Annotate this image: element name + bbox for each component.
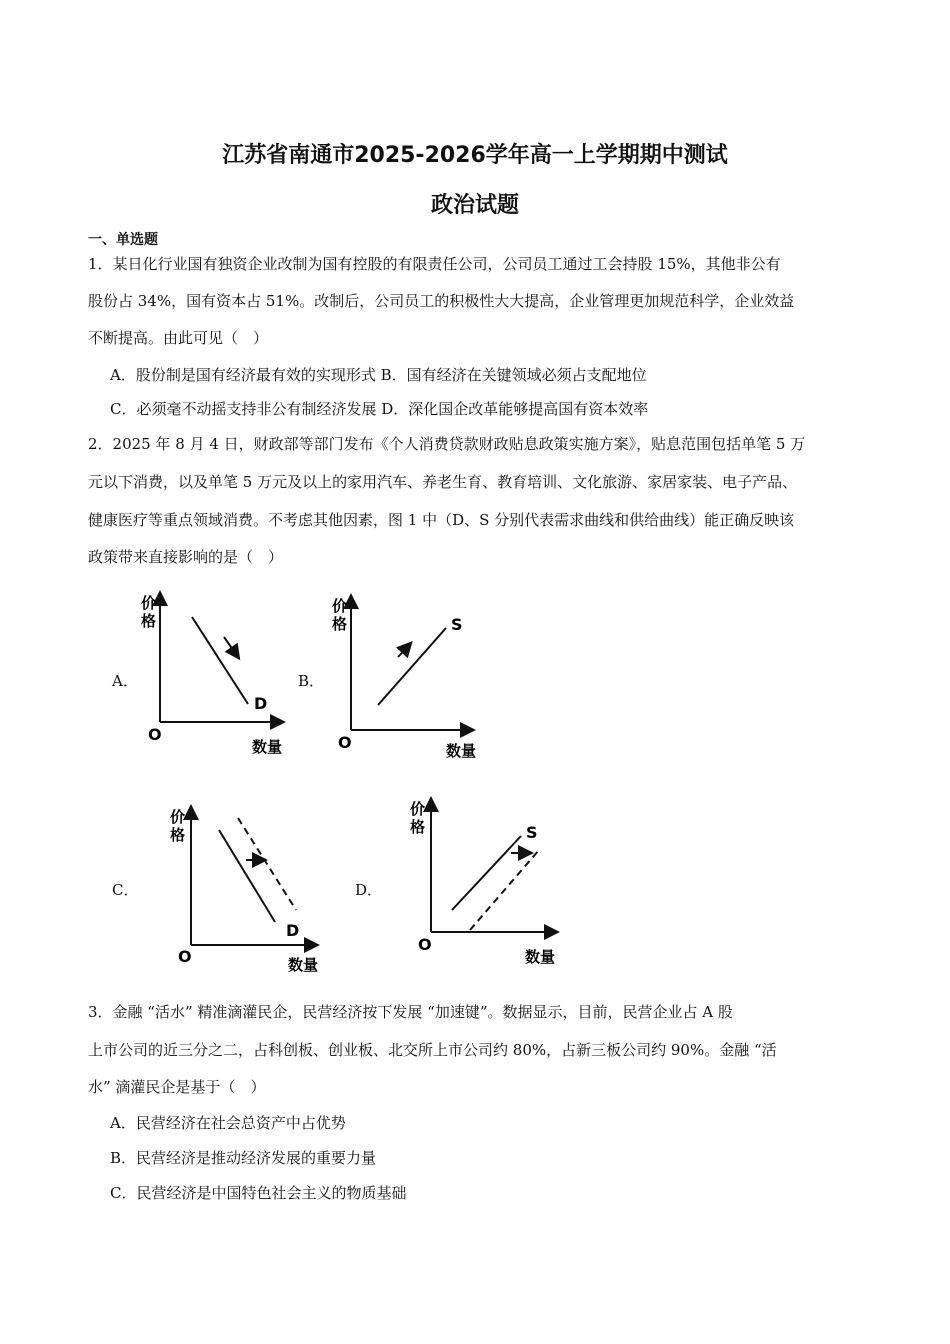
section-heading: 一、单选题 xyxy=(88,232,158,248)
graph-a xyxy=(141,594,282,756)
page-title: 江苏省南通市2025-2026学年高一上学期期中测试 xyxy=(222,143,728,168)
graph-a-y-label-1: 价 xyxy=(141,594,157,612)
graph-a-y-label-2: 格 xyxy=(141,612,157,630)
q1-line-3: 不断提高。由此可见（ ） xyxy=(88,329,269,347)
q1-line-1: 1．某日化行业国有独资企业改制为国有控股的有限责任公司，公司员工通过工会持股 15%，其他非公有 xyxy=(88,255,781,273)
graph-d xyxy=(410,800,556,966)
q2-line-4: 政策带来直接影响的是（ ） xyxy=(88,548,284,566)
graph-c-label: C． xyxy=(112,881,139,899)
graph-d-y-label-1: 价 xyxy=(410,800,426,818)
q1-options-cd: C．必须毫不动摇支持非公有制经济发展 D．深化国企改革能够提高国有资本效率 xyxy=(110,400,649,418)
page-subtitle: 政治试题 xyxy=(430,193,519,218)
q3-line-3: 水” 滴灌民企是基于（ ） xyxy=(88,1078,266,1096)
q2-line-3: 健康医疗等重点领域消费。不考虑其他因素，图 1 中（D、S 分别代表需求曲线和供给曲线）能正确反映该 xyxy=(88,511,795,529)
graph-b-x-label: 数量 xyxy=(446,742,477,760)
graph-c-y-label-2: 格 xyxy=(170,826,186,844)
graph-b-origin: O xyxy=(338,733,352,752)
graph-b-curve-s: S xyxy=(451,615,463,634)
q3-option-b: B．民营经济是推动经济发展的重要力量 xyxy=(110,1149,377,1167)
graph-b-label: B． xyxy=(298,672,325,690)
graph-a-curve-d: D xyxy=(254,694,268,713)
graph-a-label: A． xyxy=(112,672,138,690)
q3-line-1: 3．金融 “活水” 精准滴灌民企，民营经济按下发展 “加速键”。数据显示，目前，民营企业占 A 股 xyxy=(88,1003,733,1021)
graph-b-y-label-1: 价 xyxy=(332,597,348,615)
q1-options-ab: A．股份制是国有经济最有效的实现形式 B．国有经济在关键领域必须占支配地位 xyxy=(110,366,647,384)
graph-a-x-label: 数量 xyxy=(252,738,283,756)
graph-d-origin: O xyxy=(418,935,432,954)
q1-line-2: 股份占 34%，国有资本占 51%。改制后，公司员工的积极性大大提高，企业管理更加规范科学，企业效益 xyxy=(88,292,795,310)
graph-c-curve-d: D xyxy=(286,921,300,940)
graph-d-y-label-2: 格 xyxy=(410,818,426,836)
q3-option-c: C．民营经济是中国特色社会主义的物质基础 xyxy=(110,1184,407,1202)
graph-b xyxy=(332,597,476,760)
graph-a-origin: O xyxy=(148,725,162,744)
graph-d-x-label: 数量 xyxy=(525,948,556,966)
graph-d-label: D． xyxy=(355,881,383,899)
graph-c xyxy=(170,808,318,974)
graph-c-x-label: 数量 xyxy=(288,956,319,974)
graph-c-origin: O xyxy=(178,947,192,966)
graph-c-y-label-1: 价 xyxy=(170,808,186,826)
graph-b-y-label-2: 格 xyxy=(332,615,348,633)
q2-line-1: 2．2025 年 8 月 4 日，财政部等部门发布《个人消费贷款财政贴息政策实施方案》，贴息范围包括单笔 5 万 xyxy=(88,435,806,453)
q2-line-2: 元以下消费，以及单笔 5 万元及以上的家用汽车、养老生育、教育培训、文化旅游、家居家装、电子产品、 xyxy=(88,473,798,491)
q3-line-2: 上市公司的近三分之二，占科创板、创业板、北交所上市公司约 80%，占新三板公司约 90%。金融 “活 xyxy=(88,1041,777,1059)
graph-d-curve-s: S xyxy=(526,823,538,842)
q3-option-a: A．民营经济在社会总资产中占优势 xyxy=(110,1114,346,1132)
